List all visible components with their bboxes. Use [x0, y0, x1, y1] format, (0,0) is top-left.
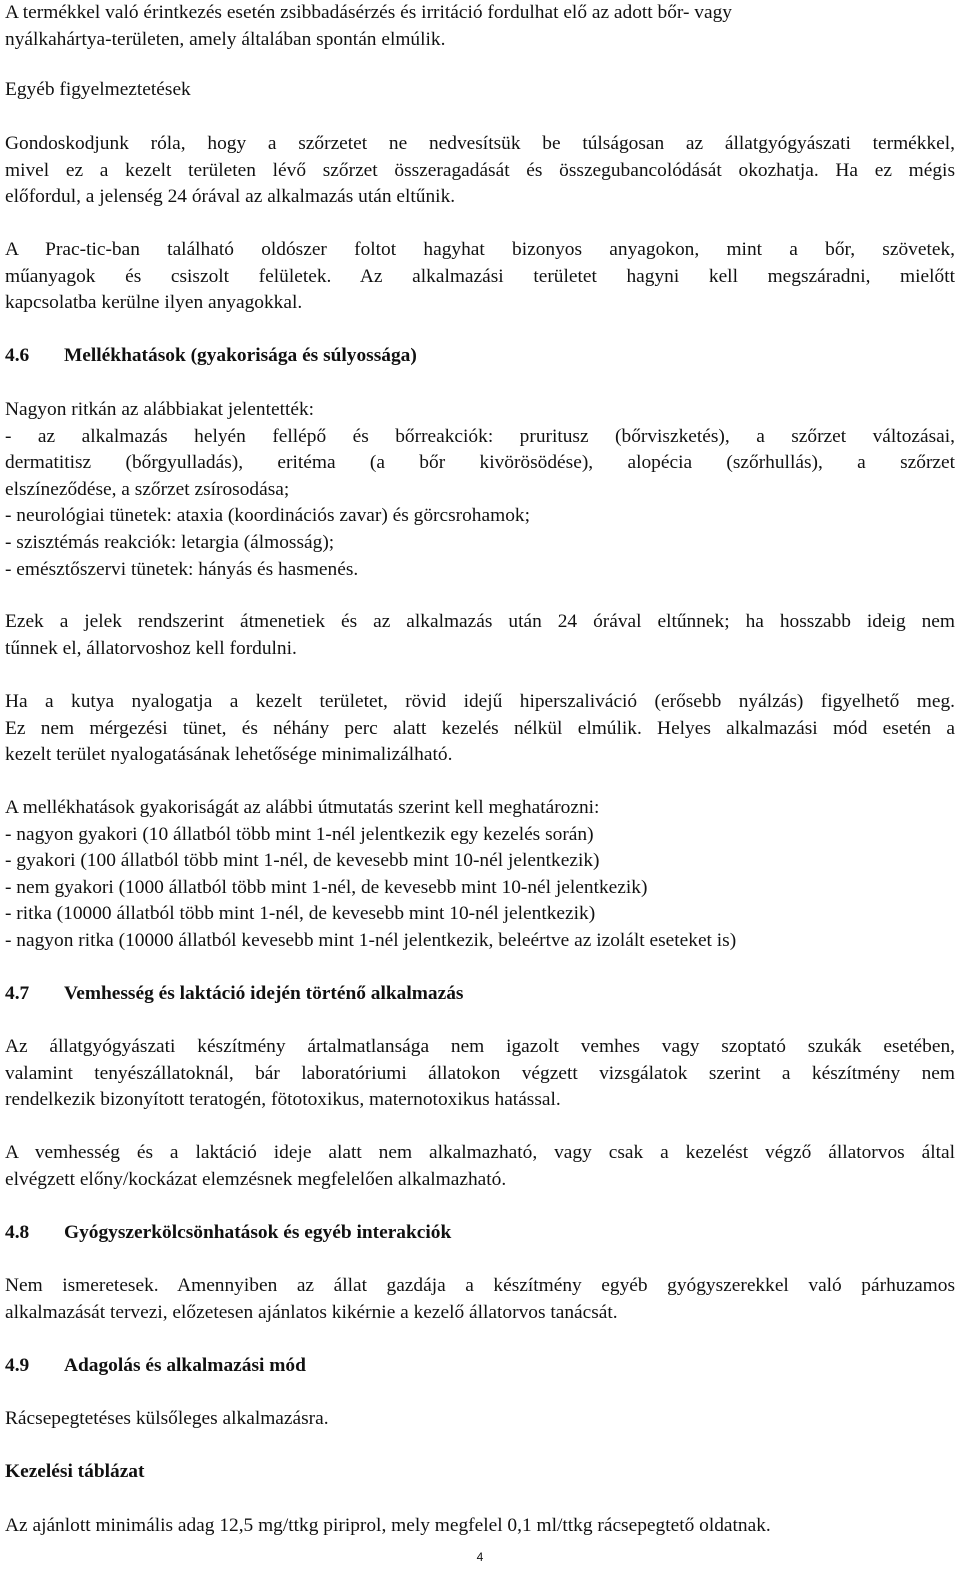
- text-line: előfordul, a jelenség 24 órával az alkalmazás után eltűnik.: [5, 186, 456, 208]
- text-line: A mellékhatások gyakoriságát az alábbi útmutatás szerint kell meghatározni:: [5, 797, 600, 818]
- text-line: A vemhesség és a laktáció ideje alatt nem alkalmazható, vagy csak a kezelést végző állatorvos által: [5, 1142, 955, 1163]
- administration-route: Rácsepegtetéses külsőleges alkalmazásra.: [5, 1408, 329, 1429]
- text-line: Az állatgyógyászati készítmény ártalmatlansága nem igazolt vemhes vagy szoptató szukák esetében,: [5, 1036, 955, 1057]
- section-4-8-heading: [5, 1220, 955, 1247]
- interactions-paragraph: [5, 1273, 955, 1326]
- list-item: - nem gyakori (1000 állatból több mint 1-nél, de kevesebb mint 10-nél jelentkezik): [5, 876, 648, 898]
- text-line: A termékkel való érintkezés esetén zsibbadásérzés és irritáció fordulhat elő az adott bőr- vagy: [5, 2, 732, 23]
- adverse-reactions-list: [5, 397, 955, 583]
- text-line: Ez nem mérgezési tünet, és néhány perc alatt kezelés nélkül elmúlik. Helyes alkalmazási mód esetén a: [5, 717, 955, 739]
- other-warnings-paragraph-1: [5, 131, 955, 211]
- text-line: rendelkezik bizonyított teratogén, fötotoxikus, maternotoxikus hatással.: [5, 1089, 561, 1111]
- list-item: - ritka (10000 állatból több mint 1-nél, de kevesebb mint 10-nél jelentkezik): [5, 903, 596, 925]
- section-title: Mellékhatások (gyakorisága és súlyossága): [64, 345, 417, 366]
- text-line: Nagyon ritkán az alábbiakat jelentették:: [5, 399, 315, 420]
- text-line: dermatitisz (bőrgyulladás), eritéma (a bőr kivörösödése), alopécia (szőrhullás), a szőrzet: [5, 452, 955, 474]
- treatment-table-heading: Kezelési táblázat: [5, 1461, 145, 1482]
- list-item: - emésztőszervi tünetek: hányás és hasmenés.: [5, 558, 359, 580]
- section-title: Vemhesség és laktáció idején történő alkalmazás: [64, 983, 464, 1004]
- pregnancy-paragraph-2: [5, 1140, 955, 1193]
- section-number: 4.7: [5, 983, 30, 1004]
- section-title: Adagolás és alkalmazási mód: [64, 1355, 306, 1376]
- text-line: mivel ez a kezelt területen lévő szőrzet összeragadását és összegubancolódását okozhatja. Ha ez mégis: [5, 159, 955, 181]
- text-line: elvégzett előny/kockázat elemzésnek megfelelően alkalmazható.: [5, 1168, 507, 1190]
- section-4-6-heading: [5, 343, 955, 370]
- list-item: - az alkalmazás helyén fellépő és bőrreakciók: pruritusz (bőrviszketés), a szőrzet változásai,: [5, 425, 955, 447]
- list-item: - gyakori (100 állatból több mint 1-nél, de kevesebb mint 10-nél jelentkezik): [5, 850, 600, 872]
- section-4-9-heading: [5, 1353, 955, 1380]
- list-item: - nagyon gyakori (10 állatból több mint 1-nél jelentkezik egy kezelés során): [5, 823, 594, 845]
- text-line: nyálkahártya-területen, amely általában spontán elmúlik.: [5, 28, 446, 50]
- text-line: tűnnek el, állatorvoshoz kell fordulni.: [5, 637, 297, 659]
- intro-paragraph: [5, 0, 732, 53]
- pregnancy-paragraph-1: [5, 1034, 955, 1114]
- text-line: műanyagok és csiszolt felületek. Az alkalmazási területet hagyni kell megszáradni, mielőtt: [5, 265, 955, 287]
- frequency-list: [5, 795, 955, 955]
- dosage-paragraph: Az ajánlott minimális adag 12,5 mg/ttkg piriprol, mely megfelel 0,1 ml/ttkg rácsepegtető oldatnak.: [5, 1515, 771, 1536]
- text-line: Ezek a jelek rendszerint átmenetiek és az alkalmazás után 24 órával eltűnnek; ha hosszabb ideig nem: [5, 611, 955, 632]
- text-line: Gondoskodjunk róla, hogy a szőrzetet ne nedvesítsük be túlságosan az állatgyógyászati termékkel,: [5, 133, 955, 154]
- text-line: Ha a kutya nyalogatja a kezelt területet, rövid idejű hiperszaliváció (erősebb nyálzás) figyelhető meg.: [5, 691, 955, 712]
- section-number: 4.6: [5, 345, 30, 366]
- list-item: - nagyon ritka (10000 állatból kevesebb mint 1-nél jelentkezik, beleértve az izolált eseteket is): [5, 929, 737, 951]
- text-line: valamint tenyészállatoknál, bár laboratóriumi állatokon végzett vizsgálatok szerint a készítmény nem: [5, 1062, 955, 1084]
- list-item: - szisztémás reakciók: letargia (álmosság);: [5, 531, 335, 553]
- text-line: kezelt terület nyalogatásának lehetősége minimalizálható.: [5, 744, 453, 766]
- text-line: alkalmazását tervezi, előzetesen ajánlatos kikérnie a kezelő állatorvos tanácsát.: [5, 1301, 618, 1323]
- list-item: - neurológiai tünetek: ataxia (koordinációs zavar) és görcsrohamok;: [5, 505, 530, 527]
- text-line: A Prac-tic-ban található oldószer foltot hagyhat bizonyos anyagokon, mint a bőr, szövetek,: [5, 239, 955, 260]
- text-line: Nem ismeretesek. Amennyiben az állat gazdája a készítmény egyéb gyógyszerekkel való párhuzamos: [5, 1275, 955, 1296]
- section-number: 4.8: [5, 1222, 30, 1243]
- text-line: kapcsolatba kerülne ilyen anyagokkal.: [5, 292, 303, 314]
- transient-signs-paragraph: [5, 609, 955, 662]
- page-number: 4: [476, 1550, 484, 1564]
- section-title: Gyógyszerkölcsönhatások és egyéb interakciók: [64, 1222, 452, 1243]
- licking-paragraph: [5, 689, 955, 769]
- text-line: elszíneződése, a szőrzet zsírosodása;: [5, 478, 290, 500]
- section-number: 4.9: [5, 1355, 30, 1376]
- other-warnings-paragraph-2: [5, 237, 955, 317]
- other-warnings-heading: Egyéb figyelmeztetések: [5, 79, 191, 100]
- section-4-7-heading: [5, 981, 955, 1008]
